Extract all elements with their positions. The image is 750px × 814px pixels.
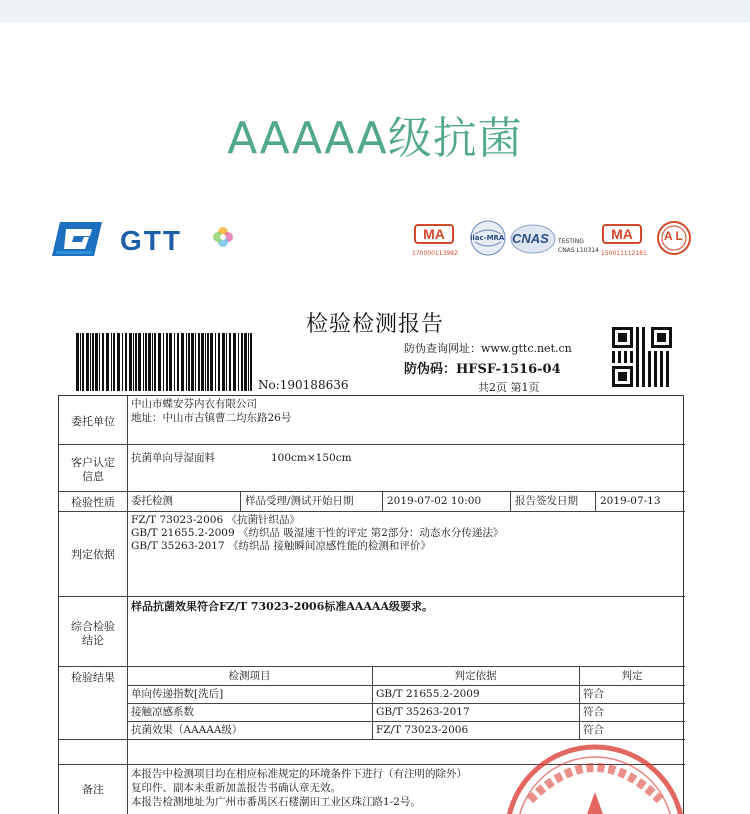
basis-line-2: GB/T 21655.2-2009 《纺织品 吸湿速干性的评定 第2部分：动态水分传递法》 xyxy=(131,527,504,539)
result-row-1-basis: GB/T 21655.2-2009 xyxy=(376,688,480,700)
remark-line-1: 本报告中检测项目均在相应标准规定的环境条件下进行（有注明的除外） xyxy=(131,768,467,780)
gtt-logo-icon xyxy=(52,222,102,256)
basis-line-1: FZ/T 73023-2006 《抗菌针织品》 xyxy=(131,514,300,526)
col-header-item: 检测项目 xyxy=(228,670,271,682)
cal-label: A L xyxy=(664,229,683,243)
client-name: 中山市蝶安芬内衣有限公司 xyxy=(131,398,257,410)
cma-left-mark: MA xyxy=(414,224,454,244)
result-row-1-item: 单向传递指数[洗后] xyxy=(131,688,224,700)
conclusion-label-line2: 结论 xyxy=(82,634,104,647)
issue-date: 2019-07-13 xyxy=(600,495,661,507)
product-size: 100cm×150cm xyxy=(271,452,352,464)
remark-line-3: 本报告检测地址为广州市番禺区石楼潮田工业区珠江路1-2号。 xyxy=(131,796,421,808)
report-serial: No:190188636 xyxy=(258,378,349,392)
result-label: 检验结果 xyxy=(71,671,115,684)
product-name: 抗菌单向导湿面料 xyxy=(131,452,215,464)
official-seal-stamp xyxy=(500,740,690,814)
ilac-label: ilac-MRA xyxy=(470,234,505,242)
result-row-1-judge: 符合 xyxy=(583,688,604,700)
report-title: 检验检测报告 xyxy=(305,312,444,337)
remark-label: 备注 xyxy=(82,783,104,796)
conclusion-text: 样品抗菌效果符合FZ/T 73023-2006标准AAAAA级要求。 xyxy=(131,600,433,613)
basis-line-3: GB/T 35263-2017 《纺织品 接触瞬间凉感性能的检测和评价》 xyxy=(131,540,431,552)
result-row-2-basis: GB/T 35263-2017 xyxy=(376,706,470,718)
top-band xyxy=(0,0,750,22)
result-row-3-judge: 符合 xyxy=(583,724,604,736)
cma-left-number: 170000113982 xyxy=(412,250,458,257)
result-row-2-judge: 符合 xyxy=(583,706,604,718)
sample-date: 2019-07-02 10:00 xyxy=(387,495,482,507)
cnas-label: CNAS xyxy=(512,231,549,246)
testing-label: TESTING xyxy=(558,238,584,245)
sample-date-label: 样品受理/测试开始日期 xyxy=(245,495,354,507)
qr-code-icon xyxy=(612,327,672,387)
client-label: 委托单位 xyxy=(71,415,115,428)
cma-right-mark: MA xyxy=(602,224,642,244)
flower-logo-icon xyxy=(212,226,234,248)
cma-right-number: 150011112181 xyxy=(601,250,647,257)
cnas-number: CNAS L10314 xyxy=(558,247,599,254)
page-headline: AAAAA级抗菌 xyxy=(227,113,523,164)
verify-website: 防伪查询网址：www.gttc.net.cn xyxy=(404,342,572,355)
issue-date-label: 报告签发日期 xyxy=(515,495,578,507)
confirm-label-line1: 客户认定 xyxy=(71,456,115,469)
anti-fake-code: 防伪码：HFSF-1516-04 xyxy=(404,362,561,377)
page-count: 共2页 第1页 xyxy=(478,381,540,394)
client-address: 地址：中山市古镇曹二均东路26号 xyxy=(131,412,292,424)
barcode-icon xyxy=(76,333,254,391)
col-header-basis: 判定依据 xyxy=(454,670,497,682)
basis-label: 判定依据 xyxy=(71,548,115,561)
col-header-judge: 判定 xyxy=(621,670,643,682)
remark-line-2: 复印件、副本未重新加盖报告书确认章无效。 xyxy=(131,782,341,794)
conclusion-label-line1: 综合检验 xyxy=(71,620,115,633)
nature-label: 检验性质 xyxy=(71,496,115,509)
nature-value: 委托检测 xyxy=(131,495,173,507)
result-row-3-basis: FZ/T 73023-2006 xyxy=(376,724,469,736)
confirm-label-line2: 信息 xyxy=(82,470,104,483)
result-row-3-item: 抗菌效果（AAAAA级） xyxy=(131,724,243,736)
brand-name: GTT xyxy=(120,225,182,256)
result-row-2-item: 接触凉感系数 xyxy=(131,706,194,718)
